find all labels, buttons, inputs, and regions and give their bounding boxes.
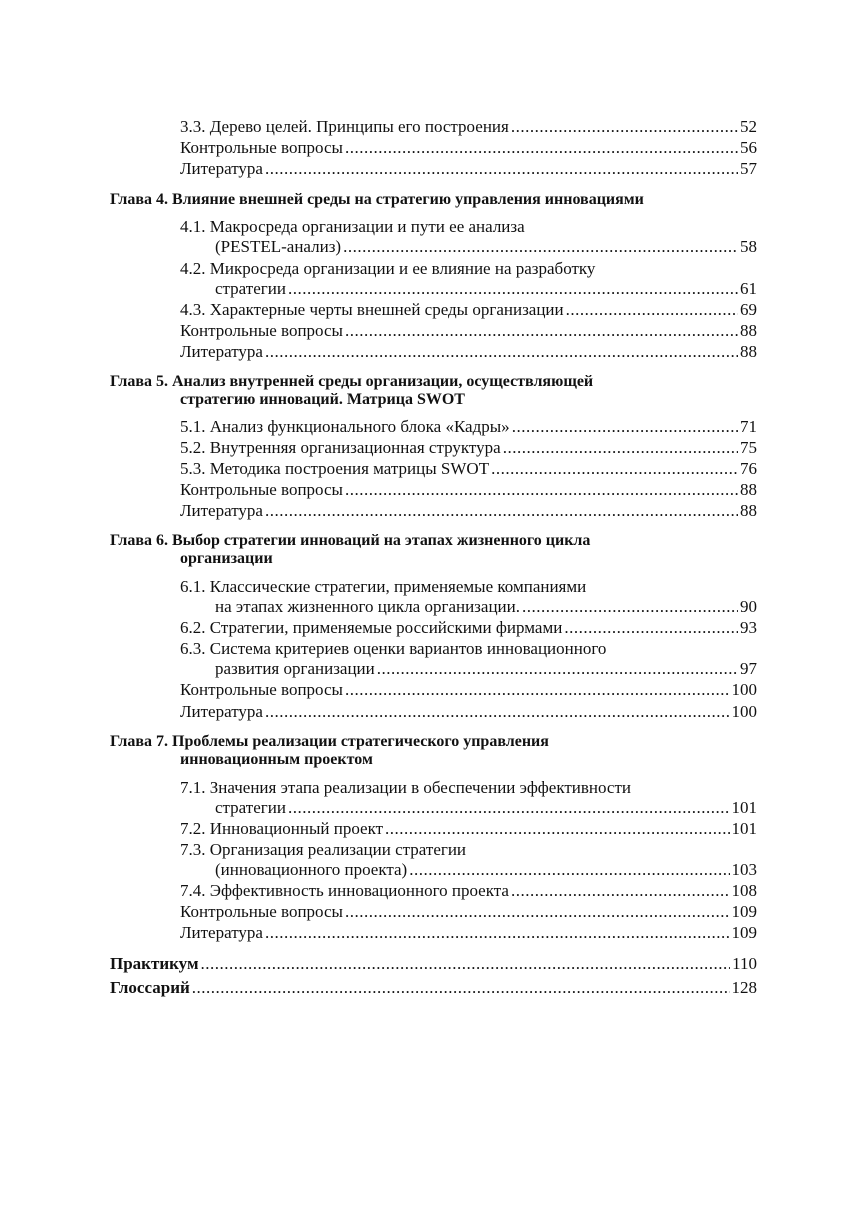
toc-entry: Литература ..... 88: [180, 342, 757, 362]
toc-entry: 5.1. Анализ функционального блока «Кадры» ..... 71: [180, 417, 757, 437]
chapter-heading-cont: организации: [180, 550, 273, 567]
toc-entry: (PESTEL-анализ) ..... 58: [215, 237, 757, 257]
toc-entry: 7.4. Эффективность инновационного проекта ..... 108: [180, 881, 757, 901]
chapter-heading: Глава 5. Анализ внутренней среды организации, осуществляющей: [110, 373, 594, 390]
toc-entry: на этапах жизненного цикла организации. ..... 90: [215, 597, 757, 617]
toc-entry: Литература ..... 57: [180, 159, 757, 179]
toc-entry: Литература ..... 88: [180, 501, 757, 521]
chapter-heading-cont: инновационным проектом: [180, 751, 373, 768]
toc-entry-line: 7.1. Значения этапа реализации в обеспечении эффективности: [180, 778, 631, 797]
toc-entry-glossary: Глоссарий ..... 128: [110, 978, 757, 998]
toc-entry-line: 7.3. Организация реализации стратегии: [180, 840, 467, 859]
toc-entry: стратегии ..... 101: [215, 798, 757, 818]
toc-entry-practicum: Практикум ..... 110: [110, 954, 757, 974]
toc-entry: (инновационного проекта) ..... 103: [215, 860, 757, 880]
toc-entry: 7.2. Инновационный проект ..... 101: [180, 819, 757, 839]
toc-entry-line: 6.3. Система критериев оценки вариантов инновационного: [180, 639, 607, 658]
toc-entry: Литература ..... 109: [180, 923, 757, 943]
chapter-heading: Глава 4. Влияние внешней среды на стратегию управления инновациями: [110, 191, 644, 208]
toc-entry: 5.3. Методика построения матрицы SWOT ..... 76: [180, 459, 757, 479]
toc-entry: Литература ..... 100: [180, 702, 757, 722]
toc-entry: Контрольные вопросы ..... 56: [180, 138, 757, 158]
toc-entry: Контрольные вопросы ..... 88: [180, 480, 757, 500]
toc-entry: 3.3. Дерево целей. Принципы его построения ..... 52: [180, 117, 757, 137]
toc-entry-line: 4.2. Микросреда организации и ее влияние на разработку: [180, 259, 596, 278]
toc-entry: 5.2. Внутренняя организационная структура ..... 75: [180, 438, 757, 458]
toc-entry: Контрольные вопросы ..... 109: [180, 902, 757, 922]
toc-entry: Контрольные вопросы ..... 100: [180, 680, 757, 700]
toc-entry: развития организации ..... 97: [215, 659, 757, 679]
chapter-heading-cont: стратегию инноваций. Матрица SWOT: [180, 391, 465, 408]
toc-entry: стратегии ..... 61: [215, 279, 757, 299]
chapter-heading: Глава 6. Выбор стратегии инноваций на этапах жизненного цикла: [110, 532, 591, 549]
toc-entry: Контрольные вопросы ..... 88: [180, 321, 757, 341]
toc-entry-line: 6.1. Классические стратегии, применяемые компаниями: [180, 577, 587, 596]
toc-entry: 4.3. Характерные черты внешней среды организации ..... 69: [180, 300, 757, 320]
toc-entry: 6.2. Стратегии, применяемые российскими фирмами ..... 93: [180, 618, 757, 638]
chapter-heading: Глава 7. Проблемы реализации стратегического управления: [110, 733, 549, 750]
toc-entry-line: 4.1. Макросреда организации и пути ее анализа: [180, 217, 525, 236]
